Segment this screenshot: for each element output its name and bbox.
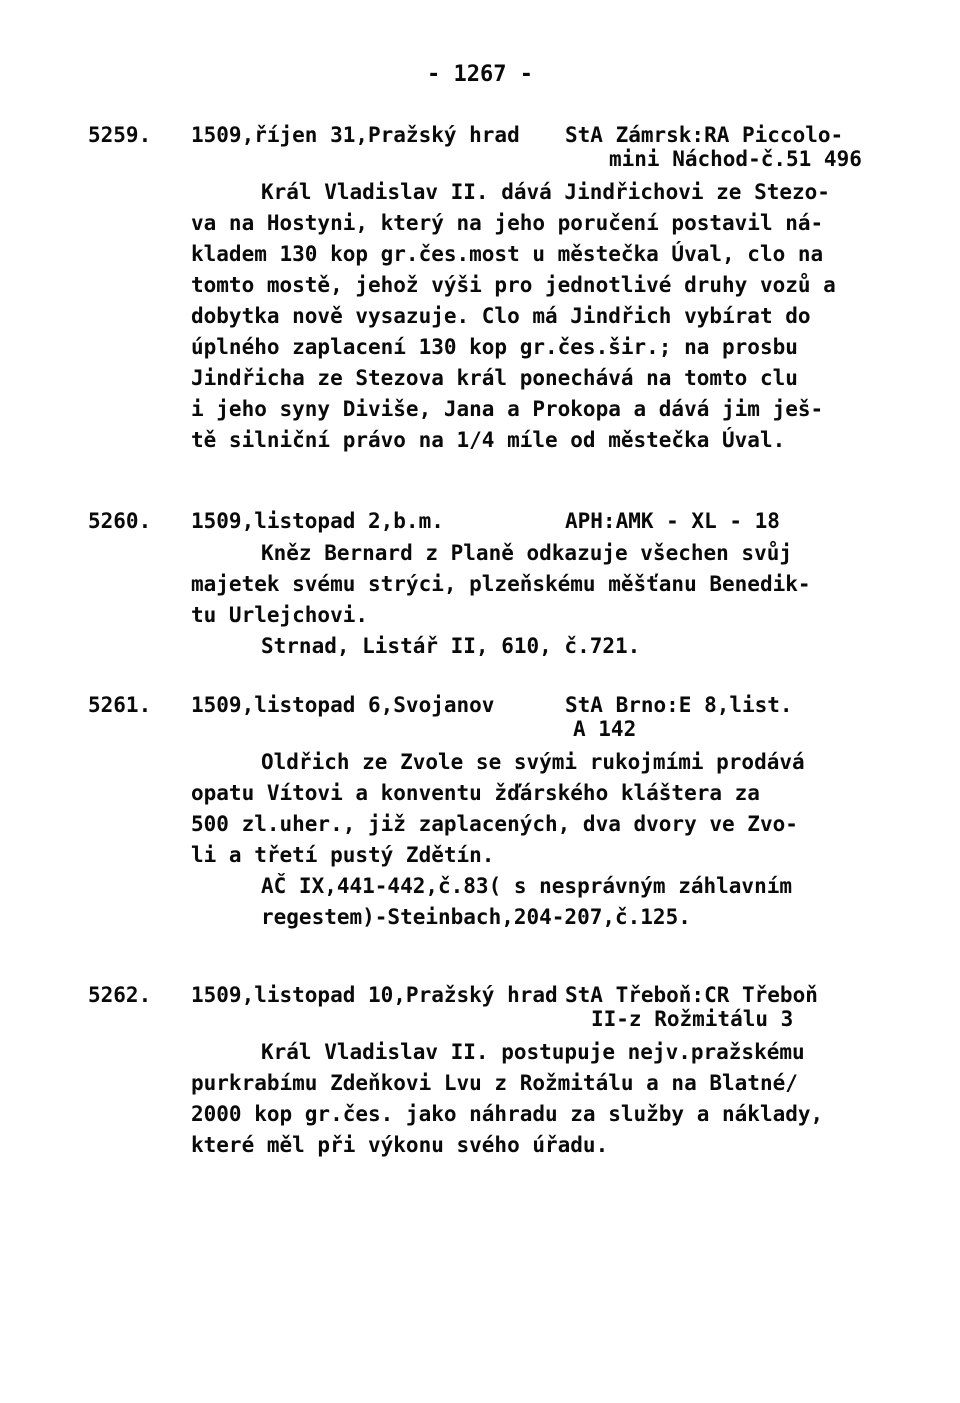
body-line: tomto mostě, jehož výši pro jednotlivé druhy vozů a: [191, 273, 836, 297]
source-line: mini Náchod-č.51 496: [609, 147, 862, 171]
body-line: AČ IX,441-442,č.83( s nesprávným záhlavním: [261, 874, 793, 898]
source-line: II-z Rožmitálu 3: [591, 1007, 794, 1031]
source-line: StA Zámrsk:RA Piccolo-: [565, 123, 844, 147]
body-line: majetek svému strýci, plzeňskému měšťanu Benedik-: [191, 572, 811, 596]
body-line: regestem)-Steinbach,204-207,č.125.: [261, 905, 691, 929]
body-line: purkrabímu Zdeňkovi Lvu z Rožmitálu a na Blatné/: [191, 1071, 798, 1095]
body-line: va na Hostyni, který na jeho poručení postavil ná-: [191, 211, 824, 235]
body-line: tu Urlejchovi.: [191, 603, 369, 627]
body-line: Jindřicha ze Stezova král ponechává na tomto clu: [191, 366, 798, 390]
body-line: 500 zl.uher., již zaplacených, dva dvory ve Zvo-: [191, 812, 798, 836]
source-line: APH:AMK - XL - 18: [565, 509, 780, 533]
body-line: Král Vladislav II. dává Jindřichovi ze Stezo-: [261, 180, 830, 204]
source-line: A 142: [573, 717, 637, 741]
entry-number: 5261.: [88, 693, 152, 717]
body-line: úplného zaplacení 130 kop gr.čes.šir.; na prosbu: [191, 335, 798, 359]
entry-source: [565, 123, 862, 171]
body-line: i jeho syny Diviše, Jana a Prokopa a dává jim ješ-: [191, 397, 824, 421]
body-line: Strnad, Listář II, 610, č.721.: [261, 634, 641, 658]
entry-body: [191, 1037, 891, 1161]
source-line: StA Třeboň:CR Třeboň: [565, 983, 818, 1007]
entry-date-place: 1509,listopad 10,Pražský hrad: [191, 983, 558, 1007]
entry-date-place: 1509,listopad 2,b.m.: [191, 509, 444, 533]
body-line: 2000 kop gr.čes. jako náhradu za služby a náklady,: [191, 1102, 824, 1126]
source-line: StA Brno:E 8,list.: [565, 693, 793, 717]
entry-body: [191, 177, 891, 456]
body-line: Kněz Bernard z Planě odkazuje všechen svůj: [261, 541, 793, 565]
body-line: Král Vladislav II. postupuje nejv.pražskému: [261, 1040, 805, 1064]
entry-body: [191, 747, 891, 933]
body-line: opatu Vítovi a konventu žďárského kláštera za: [191, 781, 760, 805]
body-line: kladem 130 kop gr.čes.most u městečka Úval, clo na: [191, 242, 824, 266]
body-line: dobytka nově vysazuje. Clo má Jindřich vybírat do: [191, 304, 811, 328]
entry-body: [191, 538, 891, 662]
page-number: - 1267 -: [427, 62, 533, 87]
entry-source: [565, 983, 818, 1031]
body-line: Oldřich ze Zvole se svými rukojmími prodává: [261, 750, 805, 774]
entry-number: 5259.: [88, 123, 152, 147]
entry-number: 5260.: [88, 509, 152, 533]
entry-source: [565, 509, 780, 533]
entry-date-place: 1509,říjen 31,Pražský hrad: [191, 123, 520, 147]
entry-source: [565, 693, 793, 741]
body-line: tě silniční právo na 1/4 míle od městečka Úval.: [191, 428, 786, 452]
body-line: li a třetí pustý Zdětín.: [191, 843, 495, 867]
entry-date-place: 1509,listopad 6,Svojanov: [191, 693, 495, 717]
body-line: které měl při výkonu svého úřadu.: [191, 1133, 609, 1157]
entry-number: 5262.: [88, 983, 152, 1007]
